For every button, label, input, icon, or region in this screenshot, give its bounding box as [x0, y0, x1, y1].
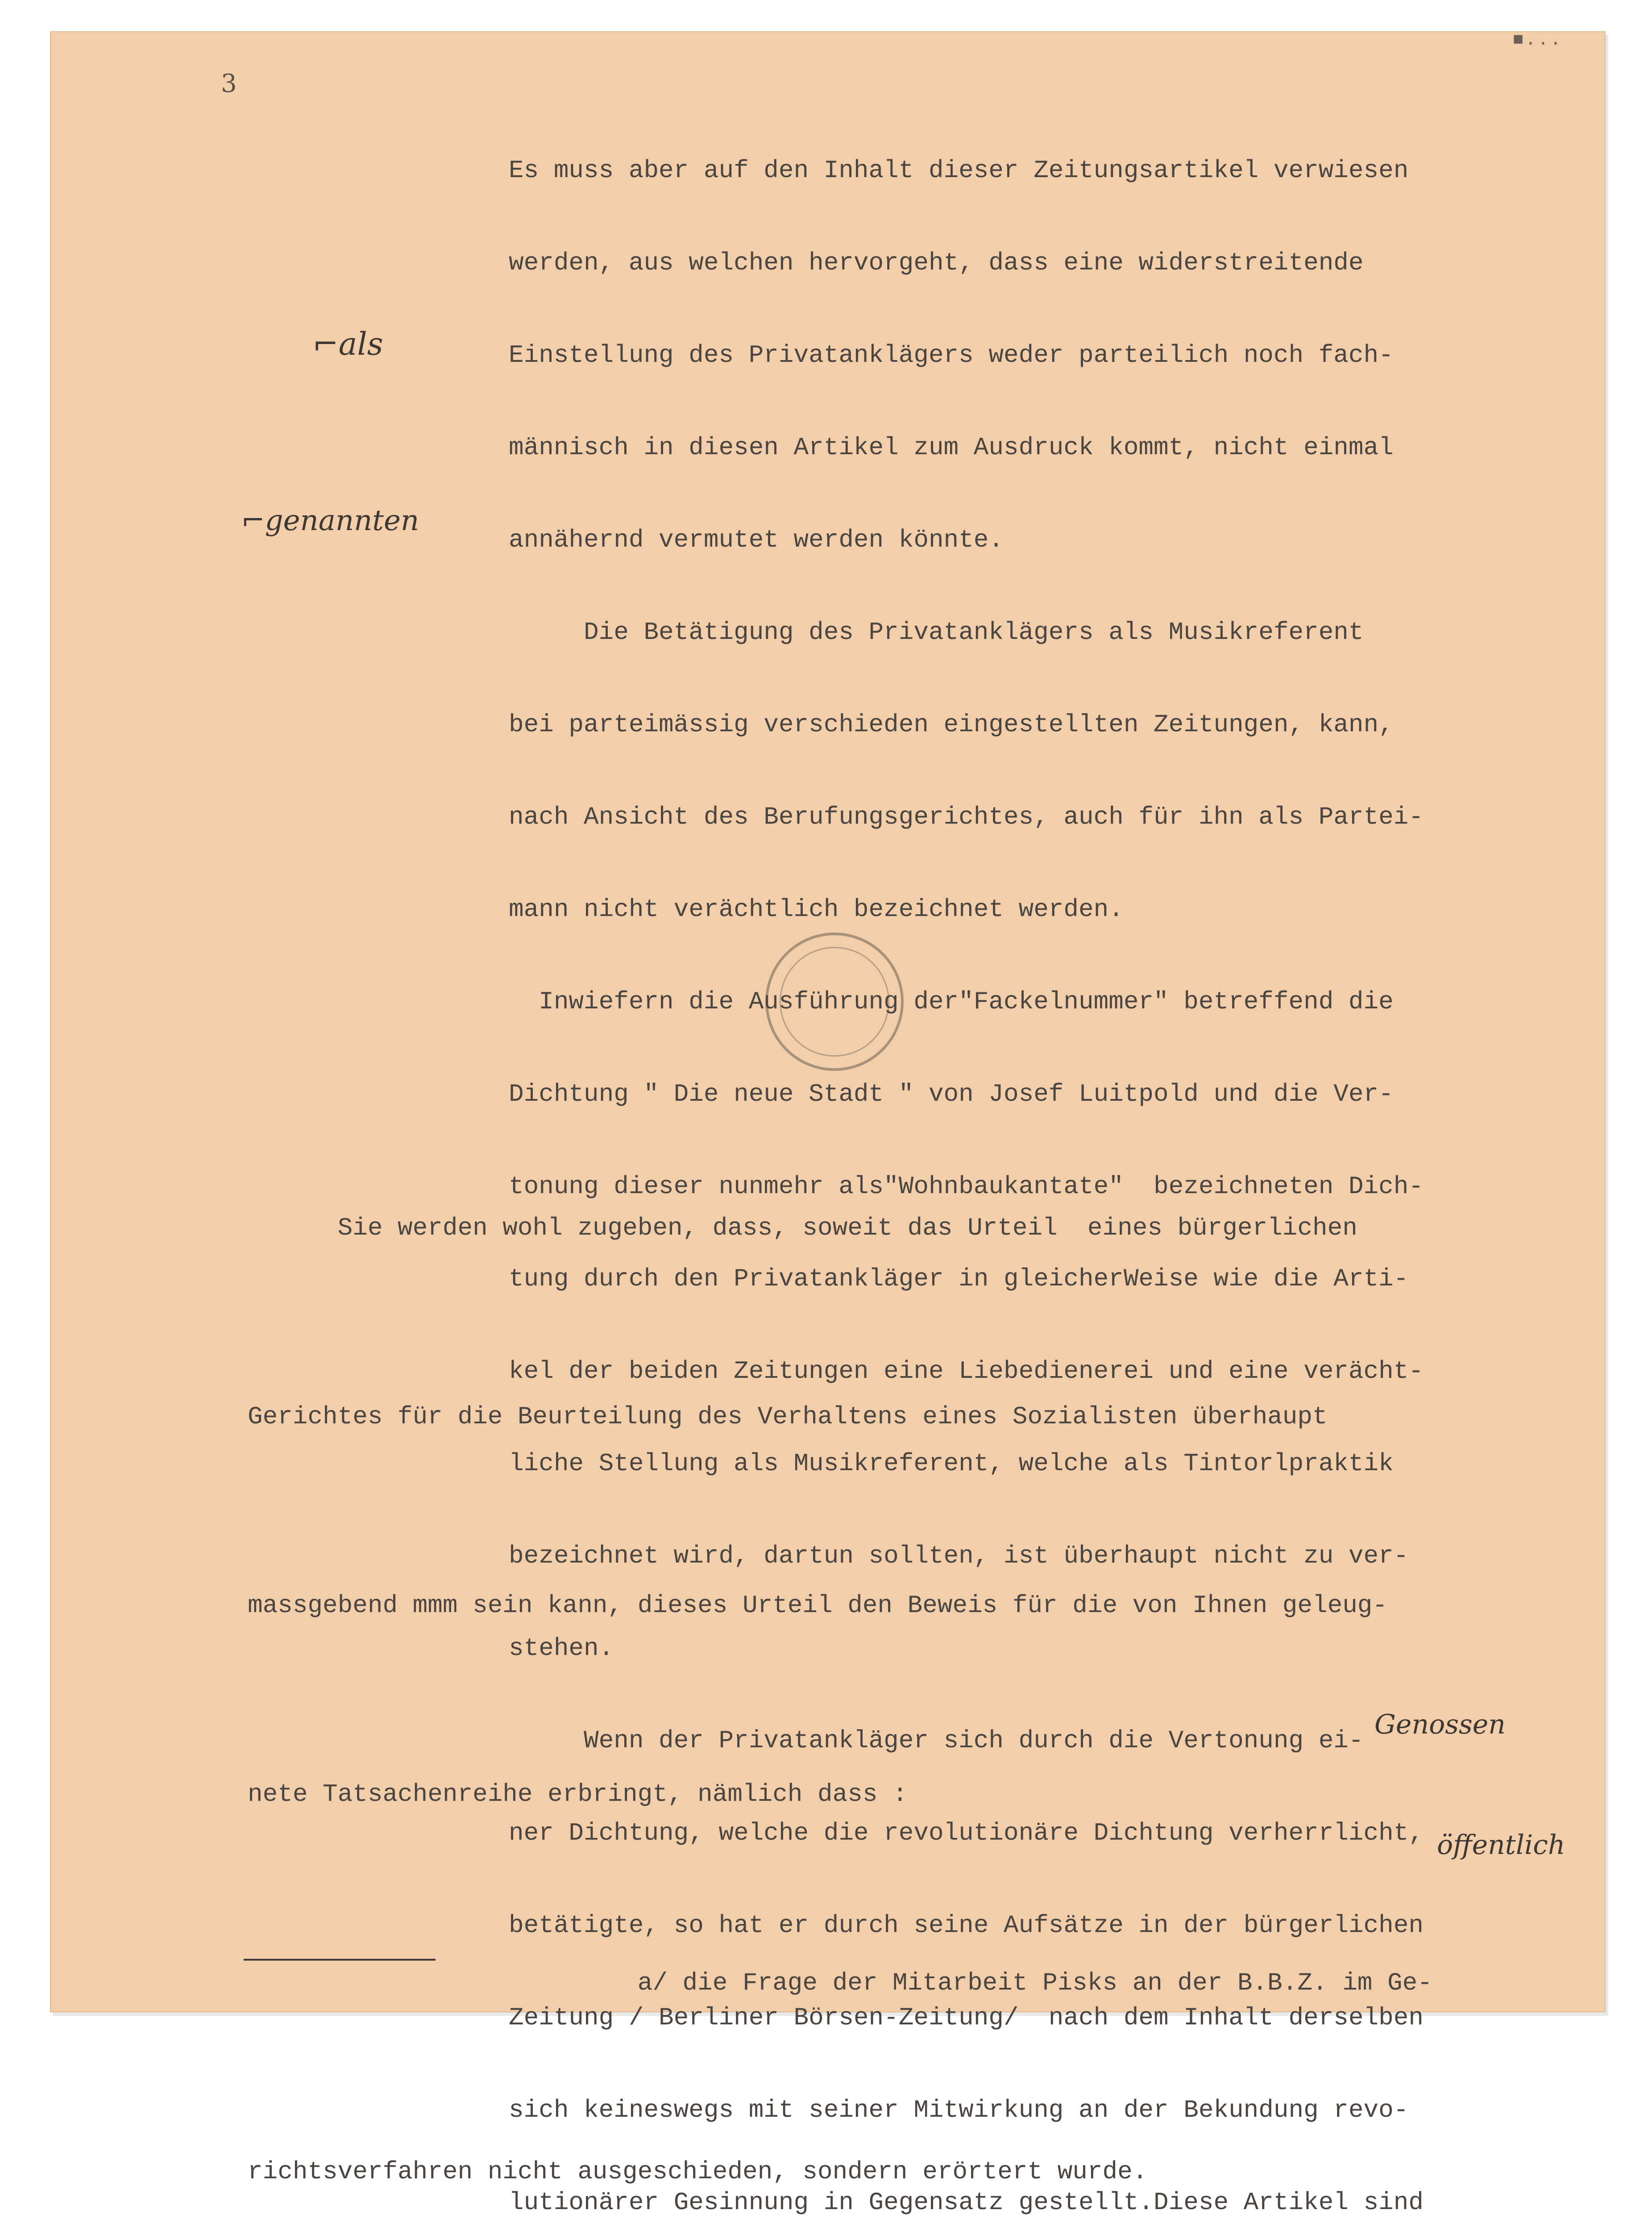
ink-stamp-ring: [780, 947, 889, 1057]
text-line: ner Dichtung, welche die revolutionäre Dichtung verherrlicht,: [509, 1819, 1424, 1847]
text-line: kel der beiden Zeitungen eine Liebedienerei und eine verächt-: [509, 1357, 1424, 1385]
text-line: Sie werden wohl zugeben, dass, soweit das Urteil eines bürgerlichen: [248, 1214, 1357, 1242]
text-line: liche Stellung als Musikreferent, welche als Tintorlpraktik: [509, 1449, 1394, 1478]
text-line: annähernd vermutet werden könnte.: [509, 526, 1004, 554]
text-line: Zeitung / Berliner Börsen-Zeitung/ nach dem Inhalt derselben: [509, 2003, 1424, 2032]
text-line: lutionärer Gesinnung in Gegensatz gestellt.Diese Artikel sind: [509, 2188, 1424, 2217]
text-line: bezeichnet wird, dartun sollten, ist überhaupt nicht zu ver-: [509, 1542, 1409, 1570]
text-line: tonung dieser nunmehr als"Wohnbaukantate" bezeichneten Dich-: [509, 1172, 1424, 1201]
text-line: männisch in diesen Artikel zum Ausdruck kommt, nicht einmal: [509, 433, 1394, 462]
strikethrough-line: [244, 1959, 436, 1961]
text-line: Es muss aber auf den Inhalt dieser Zeitungsartikel verwiesen: [509, 156, 1409, 185]
text-line: a/ die Frage der Mitarbeit Pisks an der B.B.Z. im Ge-: [248, 1969, 1432, 1997]
text-line: Wenn der Privatankläger sich durch die Vertonung ei-: [509, 1726, 1364, 1755]
text-line: nach Ansicht des Berufungsgerichtes, auch für ihn als Partei-: [509, 803, 1424, 831]
text-line: Inwiefern die Ausführung der"Fackelnummer" betreffend die: [509, 987, 1394, 1016]
text-line: Gerichtes für die Beurteilung des Verhaltens eines Sozialisten überhaupt: [248, 1402, 1328, 1431]
corner-mark: ■...: [1513, 30, 1563, 50]
lower-text-block: [248, 1071, 1492, 2231]
text-line: stehen.: [509, 1634, 614, 1663]
text-line: Dichtung " Die neue Stadt " von Josef Luitpold und die Ver-: [509, 1080, 1394, 1108]
margin-note-als: ⌐als: [312, 326, 383, 362]
ink-stamp: [765, 933, 904, 1071]
text-line: sich keineswegs mit seiner Mitwirkung an der Bekundung revo-: [509, 2096, 1409, 2124]
text-line: bei parteimässig verschieden eingestellten Zeitungen, kann,: [509, 710, 1394, 739]
text-line: tung durch den Privatankläger in gleicherWeise wie die Arti-: [509, 1265, 1409, 1293]
text-line: nete Tatsachenreihe erbringt, nämlich dass :: [248, 1780, 908, 1808]
page-number: 3: [221, 69, 237, 98]
text-line: massgebend mmm sein kann, dieses Urteil den Beweis für die von Ihnen geleug-: [248, 1591, 1388, 1620]
text-line: betätigte, so hat er durch seine Aufsätze in der bürgerlichen: [509, 1911, 1424, 1940]
text-line: Einstellung des Privatanklägers weder parteilich noch fach-: [509, 341, 1394, 369]
text-line: werden, aus welchen hervorgeht, dass eine widerstreitende: [509, 249, 1364, 277]
handwritten-oeffentlich: öffentlich: [1437, 1829, 1565, 1861]
margin-note-genannten: ⌐genannten: [241, 504, 419, 537]
text-line: Die Betätigung des Privatanklägers als Musikreferent: [509, 618, 1364, 647]
text-line: richtsverfahren nicht ausgeschieden, sondern erörtert wurde.: [248, 2157, 1148, 2186]
text-line: mann nicht verächtlich bezeichnet werden.: [509, 895, 1124, 924]
handwritten-genossen: Genossen: [1374, 1709, 1506, 1740]
